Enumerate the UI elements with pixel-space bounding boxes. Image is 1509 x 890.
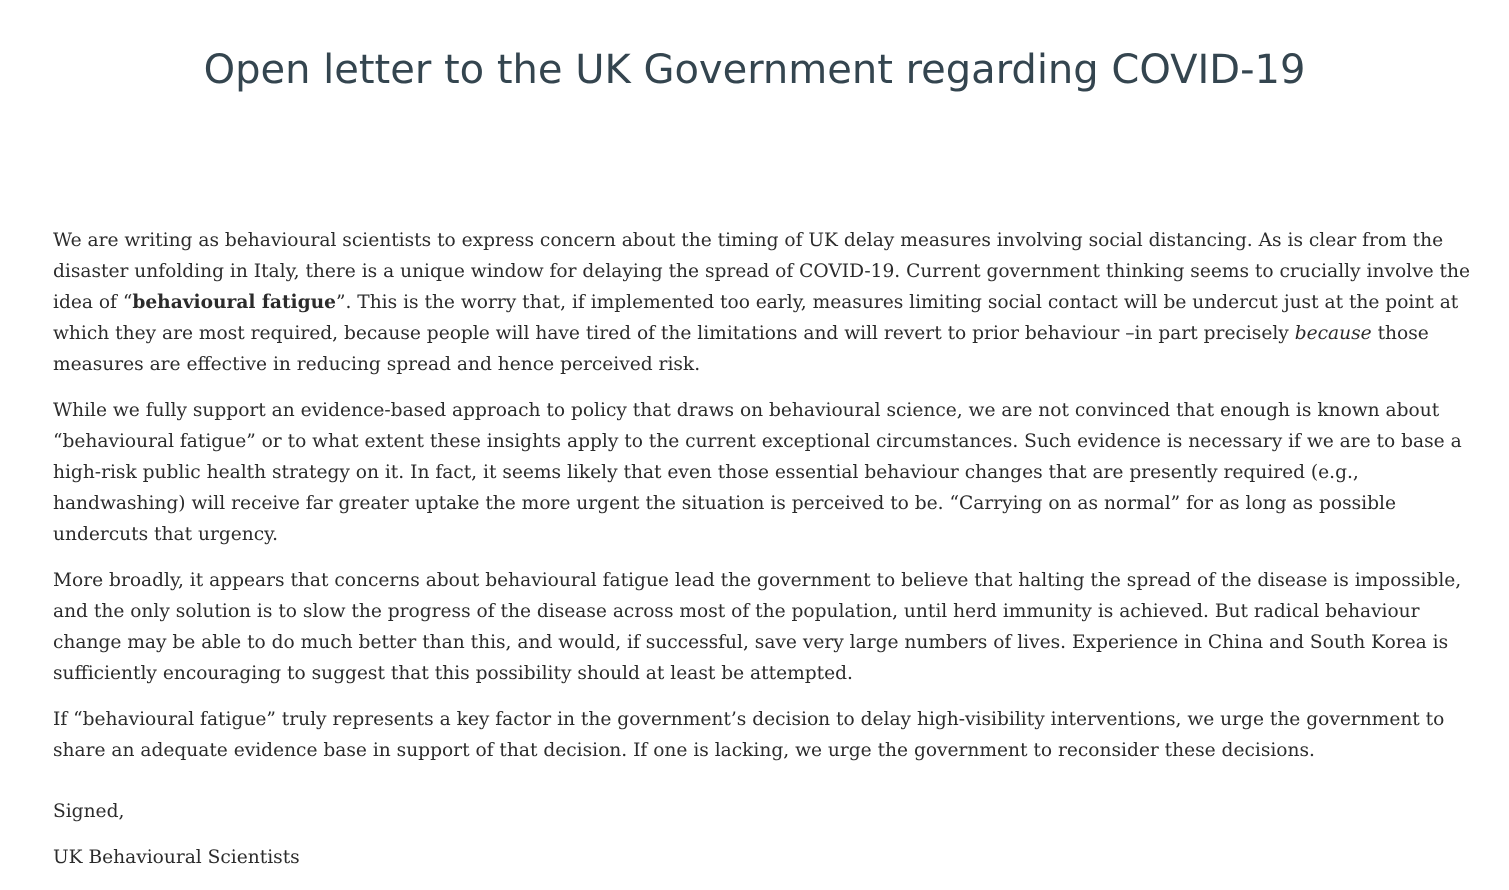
signed-label: Signed,: [53, 801, 125, 822]
paragraph-1-text-c: those measures are effective in reducing spread and hence perceived risk.: [53, 323, 1429, 375]
signatory-name: UK Behavioural Scientists: [53, 847, 300, 868]
letter-body: [53, 225, 1478, 781]
paragraph-1-text-a: We are writing as behavioural scientists to express concern about the timing of UK delay measures involving social distancing. As is clear from the disaster unfolding in Italy, there is a unique window for delaying the spread of COVID-19. Current government thinking seems to crucially involve the idea of “: [53, 230, 1470, 313]
paragraph-2: While we fully support an evidence-based approach to policy that draws on behavioural science, we are not convinced that enough is known about “behavioural fatigue” or to what extent these insights apply to the current exceptional circumstances. Such evidence is necessary if we are to base a high-risk public health strategy on it. In fact, it seems likely that even those essential behaviour changes that are presently required (e.g., handwashing) will receive far greater uptake the more urgent the situation is perceived to be. “Carrying on as normal” for as long as possible undercuts that urgency.: [53, 400, 1462, 545]
page-title: Open letter to the UK Government regarding COVID-19: [203, 47, 1306, 93]
signoff: [53, 796, 300, 888]
paragraph-1-text-b: ”. This is the worry that, if implemented too early, measures limiting social contact will be undercut just at the point at which they are most required, because people will have tired of the limitations and will revert to prior behaviour –in part precisely: [53, 292, 1459, 344]
paragraph-3: More broadly, it appears that concerns about behavioural fatigue lead the government to believe that halting the spread of the disease is impossible, and the only solution is to slow the progress of the disease across most of the population, until herd immunity is achieved. But radical behaviour change may be able to do much better than this, and would, if successful, save very large numbers of lives. Experience in China and South Korea is sufficiently encouraging to suggest that this possibility should at least be attempted.: [53, 570, 1462, 684]
emphasis-because: because: [1294, 323, 1372, 344]
behavioural-fatigue-term: behavioural fatigue: [132, 292, 336, 313]
paragraph-4: If “behavioural fatigue” truly represents a key factor in the government’s decision to delay high-visibility interventions, we urge the government to share an adequate evidence base in support of that decision. If one is lacking, we urge the government to reconsider these decisions.: [53, 709, 1445, 761]
paragraph-1: [53, 225, 1478, 380]
